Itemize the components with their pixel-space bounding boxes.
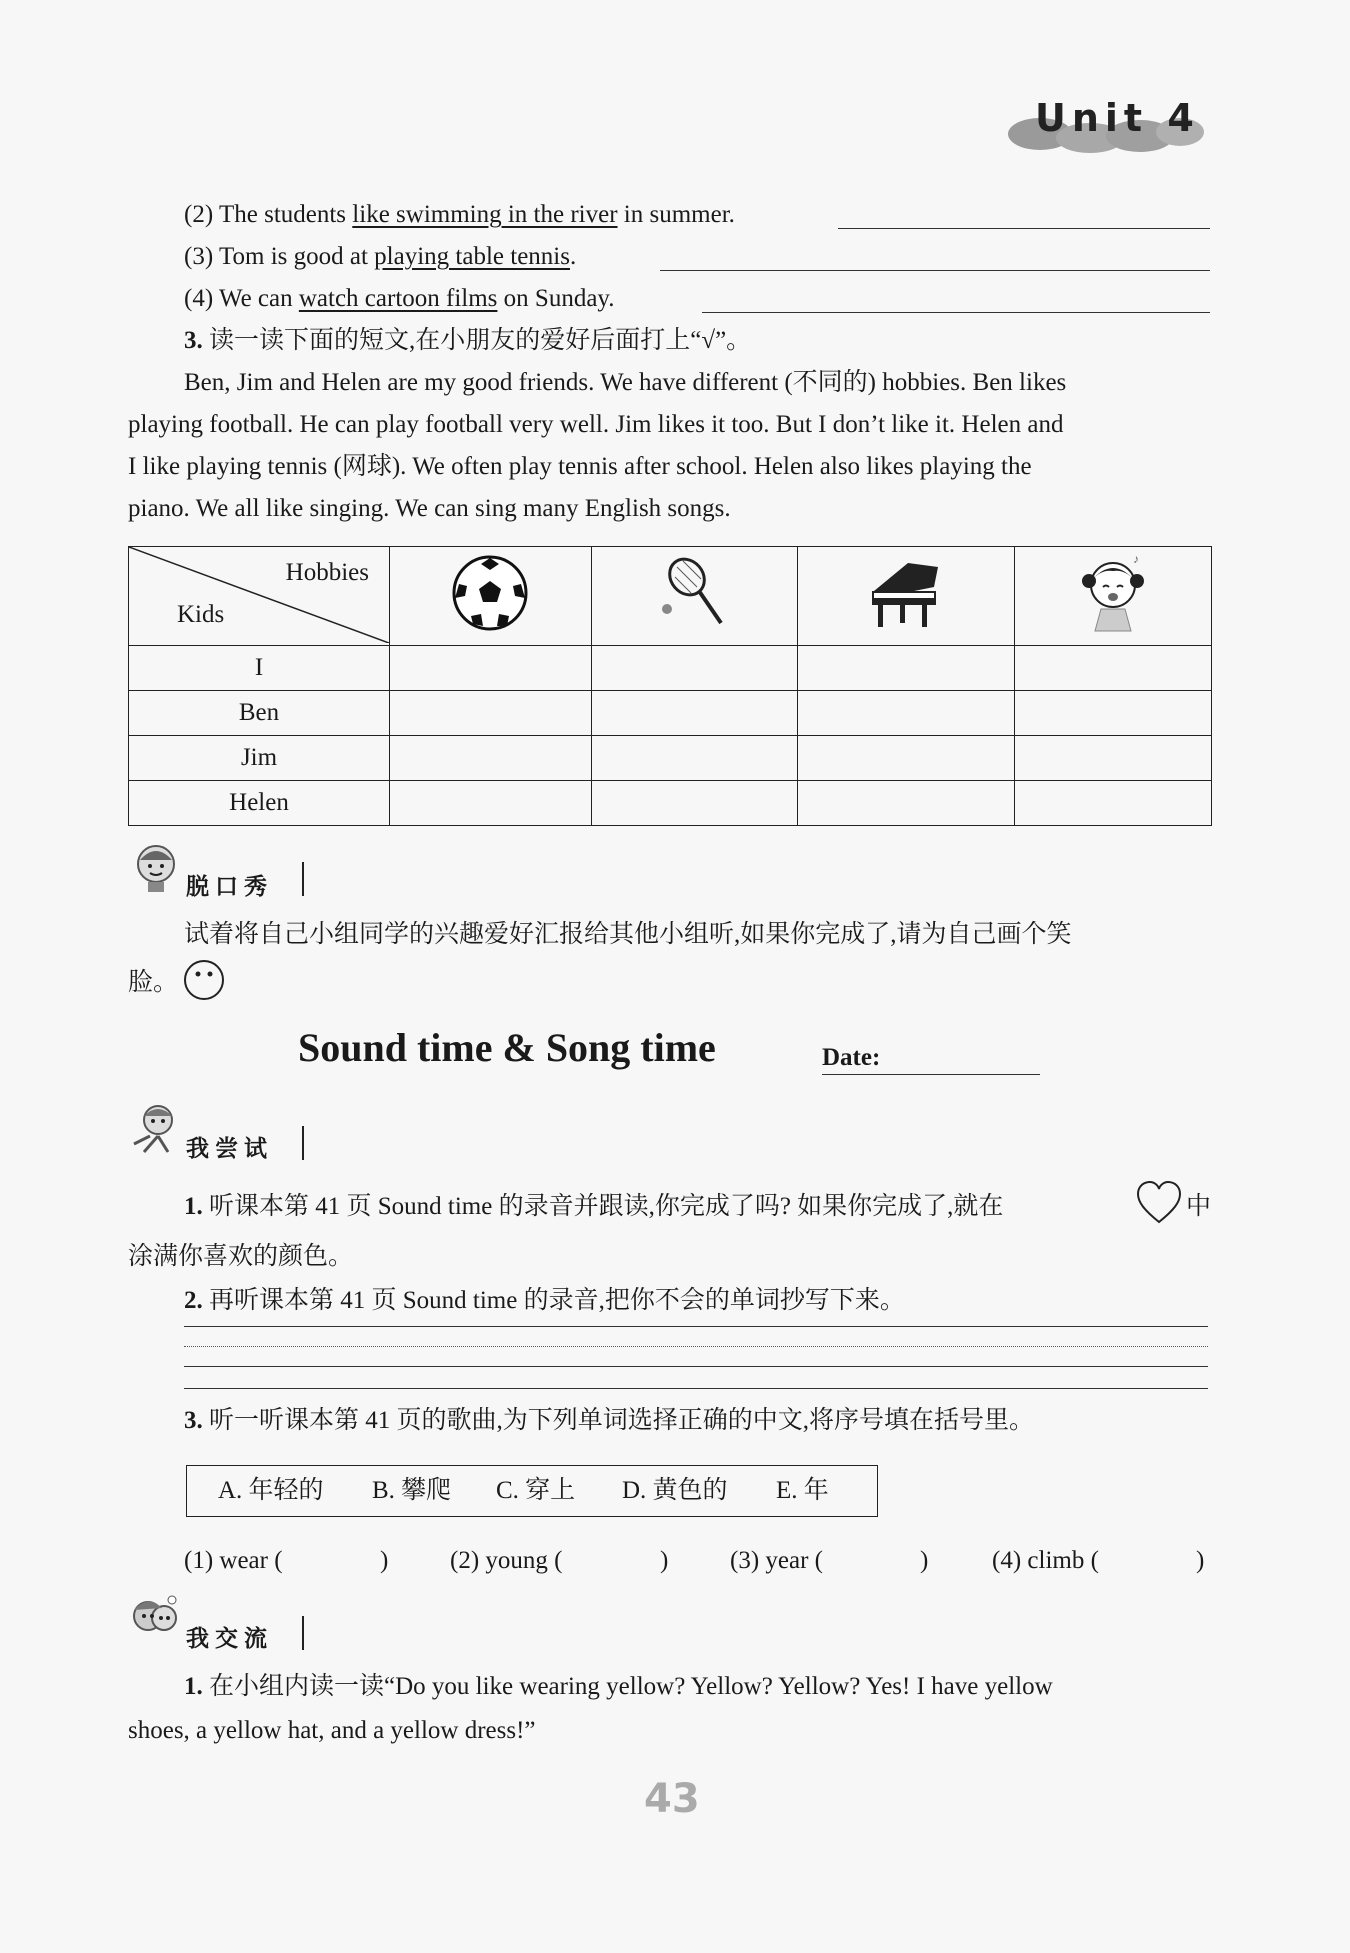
check-cell[interactable] [1015,736,1212,781]
check-cell[interactable] [390,736,592,781]
table-row [129,646,1212,691]
runner-mascot-icon [128,1102,180,1154]
talk-show-text-end: 脸。 [128,969,179,996]
hobby-col-tennis [591,547,798,646]
close-paren: ) [380,1547,389,1574]
title-divider [302,1126,304,1160]
check-cell[interactable] [1015,691,1212,736]
svg-text:♪: ♪ [1133,551,1140,566]
writing-line[interactable] [184,1346,1208,1347]
writing-line[interactable] [184,1366,1208,1367]
talk-show-text: 试着将自己小组同学的兴趣爱好汇报给其他小组听,如果你完成了,请为自己画个笑 [184,921,1072,948]
answer-line[interactable] [702,312,1210,313]
option-a: A. 年轻的 [218,1477,324,1504]
close-paren: ) [1196,1547,1205,1574]
girl-mascot-icon [130,842,182,894]
hobby-table [128,546,1212,826]
check-cell[interactable] [1015,646,1212,691]
passage-line: piano. We all like singing. We can sing many English songs. [128,495,731,522]
check-cell[interactable] [591,781,798,826]
check-cell[interactable] [1015,781,1212,826]
try-q1-tail: 中 [1186,1193,1212,1220]
piano-icon [864,553,948,633]
check-cell[interactable] [798,781,1015,826]
passage-line: playing football. He can play football very well. Jim likes it too. But I don’t like it. Helen and [128,411,1064,438]
try-q2: 2. 再听课本第 41 页 Sound time 的录音,把你不会的单词抄写下来。 [184,1287,905,1314]
close-paren: ) [660,1547,669,1574]
writing-line[interactable] [184,1388,1208,1389]
section-title-try: 我尝试 [186,1136,273,1162]
heart-icon[interactable] [1136,1180,1182,1226]
option-b: B. 攀爬 [372,1477,452,1504]
try-q3: 3. 听一听课本第 41 页的歌曲,为下列单词选择正确的中文,将序号填在括号里。 [184,1407,1035,1434]
section-title-share: 我交流 [186,1626,273,1652]
share-q1-line2: shoes, a yellow hat, and a yellow dress!” [128,1717,536,1744]
kid-name: Helen [129,781,390,826]
table-row [129,781,1212,826]
kid-name: Jim [129,736,390,781]
try-q1: 1. 听课本第 41 页 Sound time 的录音并跟读,你完成了吗? 如果你完成了,就在 [184,1193,1004,1220]
check-cell[interactable] [798,736,1015,781]
passage-line: I like playing tennis (网球). We often play tennis after school. Helen also likes playing the [128,453,1032,480]
table-row [129,691,1212,736]
singing-girl-icon [1075,551,1151,635]
kids-header: Kids [177,601,225,628]
close-paren: ) [920,1547,929,1574]
tennis-racket-icon [655,553,735,633]
check-cell[interactable] [798,691,1015,736]
blank-year[interactable]: (3) year ( [730,1547,823,1574]
unit-title: Unit 4 [1035,96,1200,140]
hobbies-header: Hobbies [285,559,369,586]
ex2-item-3: (3) Tom is good at playing table tennis. [184,243,577,270]
kid-name: I [129,646,390,691]
option-d: D. 黄色的 [622,1477,728,1504]
ex2-item-2: (2) The students like swimming in the river in summer. [184,201,735,228]
option-c: C. 穿上 [496,1477,576,1504]
date-field[interactable] [822,1074,1040,1075]
football-icon [451,554,529,632]
check-cell[interactable] [390,691,592,736]
page-number: 43 [644,1776,700,1822]
check-cell[interactable] [591,736,798,781]
blank-climb[interactable]: (4) climb ( [992,1547,1099,1574]
share-q1: 1. 在小组内读一读“Do you like wearing yellow? Yellow? Yellow? Yes! I have yellow [184,1673,1053,1700]
check-cell[interactable] [591,691,798,736]
blank-wear[interactable]: (1) wear ( [184,1547,283,1574]
hobby-col-singing [1015,547,1212,646]
smiley-face-icon[interactable] [182,958,226,1002]
writing-line[interactable] [184,1326,1208,1327]
answer-line[interactable] [660,270,1210,271]
hobby-col-piano [798,547,1015,646]
date-label: Date: [822,1044,881,1071]
table-row [129,736,1212,781]
kids-mascot-icon [128,1592,180,1644]
check-cell[interactable] [390,781,592,826]
check-cell[interactable] [798,646,1015,691]
answer-line[interactable] [838,228,1210,229]
section-title-talk-show: 脱口秀 [186,874,273,900]
check-cell[interactable] [390,646,592,691]
kid-name: Ben [129,691,390,736]
passage-line: Ben, Jim and Helen are my good friends. We have different (不同的) hobbies. Ben likes [184,369,1067,396]
try-q1-line2: 涂满你喜欢的颜色。 [128,1243,354,1270]
hobby-col-football [390,547,592,646]
blank-young[interactable]: (2) young ( [450,1547,563,1574]
option-e: E. 年 [776,1477,829,1504]
title-divider [302,862,304,896]
check-cell[interactable] [591,646,798,691]
title-divider [302,1616,304,1650]
table-corner-header [129,547,390,646]
ex3-instruction: 3. 读一读下面的短文,在小朋友的爱好后面打上“√”。 [184,327,752,354]
section-heading-sound-song: Sound time & Song time [298,1025,716,1070]
ex2-item-4: (4) We can watch cartoon films on Sunday. [184,285,615,312]
